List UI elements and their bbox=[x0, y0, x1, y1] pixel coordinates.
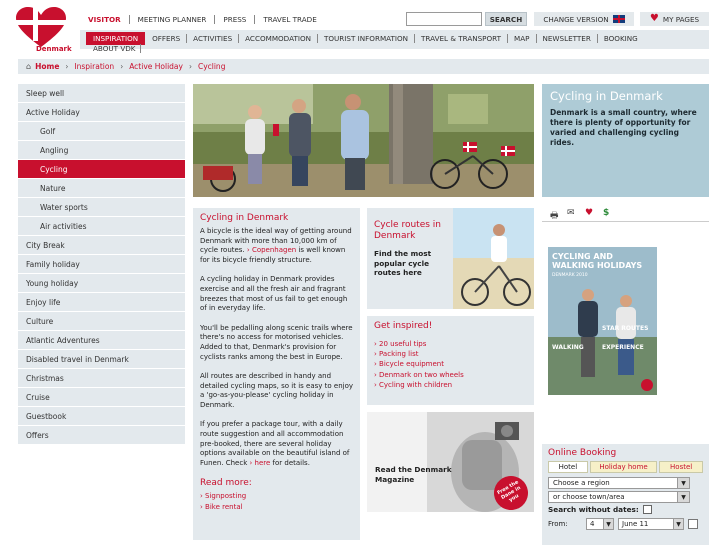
breadcrumb-active-holiday[interactable]: Active Holiday bbox=[129, 62, 183, 71]
search-input[interactable] bbox=[406, 12, 482, 26]
top-navigation bbox=[80, 11, 325, 27]
sidebar-item-air-activities[interactable]: Air activities bbox=[18, 217, 185, 236]
my-pages-label: MY PAGES bbox=[662, 14, 700, 24]
favorite-icon[interactable]: ♥ bbox=[585, 208, 594, 218]
sidebar-item-sleep-well[interactable]: Sleep well bbox=[18, 84, 185, 103]
breadcrumb: ⌂ Home › Inspiration › Active Holiday › Cycling bbox=[18, 59, 709, 74]
region-select[interactable]: Choose a region ▼ bbox=[548, 477, 690, 489]
brochure-line: EXPERIENCE bbox=[602, 344, 644, 351]
change-version-label: CHANGE VERSION bbox=[543, 14, 609, 24]
my-pages-button[interactable] bbox=[640, 12, 709, 26]
nav-offers[interactable]: OFFERS bbox=[146, 34, 187, 43]
sidebar-item-golf[interactable]: Golf bbox=[18, 122, 185, 141]
from-label: From: bbox=[548, 520, 568, 528]
hero-photo bbox=[193, 84, 534, 197]
nav-travel-transport[interactable]: TRAVEL & TRANSPORT bbox=[415, 34, 508, 43]
sidebar-item-city-break[interactable]: City Break bbox=[18, 236, 185, 255]
sidebar-item-angling[interactable]: Angling bbox=[18, 141, 185, 160]
article-panel bbox=[193, 208, 360, 540]
article-title: Cycling in Denmark bbox=[200, 213, 289, 223]
magazine-badge: Free the Dane in you bbox=[488, 470, 534, 512]
page-tools bbox=[542, 208, 709, 222]
tab-hostel[interactable]: Hostel bbox=[659, 461, 703, 473]
brochure-subtitle: DENMARK 2010 bbox=[552, 273, 588, 278]
sidebar-item-cycling[interactable]: Cycling bbox=[18, 160, 185, 179]
bike-rental-link[interactable]: › Bike rental bbox=[200, 503, 243, 512]
article-paragraph: A bicycle is the ideal way of getting around Denmark with more than 10,000 km of cycle routes. › Copenhagen is well known for its bicycle friendly structure. bbox=[200, 227, 352, 265]
booking-tabs bbox=[548, 461, 703, 473]
heart-icon: ♥ bbox=[649, 13, 659, 24]
brochure-title: CYCLING AND WALKING HOLIDAYS bbox=[552, 252, 643, 270]
uk-flag-icon bbox=[613, 15, 625, 23]
sidebar-item-culture[interactable]: Culture bbox=[18, 312, 185, 331]
brochure-line: STAR ROUTES bbox=[602, 325, 649, 332]
article-paragraph: A cycling holiday in Denmark provides exercise and all the fresh air and fragrant breezes that most of us fail to get enough of in everyday life. bbox=[200, 275, 348, 313]
package-tour-link[interactable]: › here bbox=[249, 459, 271, 468]
dropdown-arrow-icon: ▼ bbox=[673, 519, 683, 529]
booking-title: Online Booking bbox=[548, 448, 617, 458]
no-dates-label: Search without dates: bbox=[548, 505, 639, 514]
sidebar-item-family-holiday[interactable]: Family holiday bbox=[18, 255, 185, 274]
nav-map[interactable]: MAP bbox=[508, 34, 536, 43]
print-icon[interactable]: 🖶 bbox=[550, 211, 559, 221]
article-paragraph: All routes are described in handy and detailed cycling maps, so it is easy to enjoy a 'go-as-you-please' cycling holiday in Denmark. bbox=[200, 371, 353, 410]
search-button[interactable]: SEARCH bbox=[485, 12, 527, 26]
denmark-two-wheels-link[interactable]: › Denmark on two wheels bbox=[374, 370, 464, 379]
cycle-routes-teaser[interactable] bbox=[367, 208, 534, 309]
logo-wordmark: Denmark bbox=[36, 45, 72, 53]
signposting-link[interactable]: › Signposting bbox=[200, 492, 247, 501]
hero-title: Cycling in Denmark bbox=[550, 89, 663, 103]
nav-activities[interactable]: ACTIVITIES bbox=[187, 34, 239, 43]
dropdown-arrow-icon: ▼ bbox=[603, 519, 613, 529]
sidebar-item-offers[interactable]: Offers bbox=[18, 426, 185, 445]
home-icon: ⌂ bbox=[26, 62, 32, 71]
breadcrumb-inspiration[interactable]: Inspiration bbox=[74, 62, 115, 71]
sidebar-item-water-sports[interactable]: Water sports bbox=[18, 198, 185, 217]
sidebar-item-active-holiday[interactable]: Active Holiday bbox=[18, 103, 185, 122]
sidebar-item-enjoy-life[interactable]: Enjoy life bbox=[18, 293, 185, 312]
topnav-press[interactable]: PRESS bbox=[215, 15, 255, 24]
useful-tips-link[interactable]: › 20 useful tips bbox=[374, 340, 427, 348]
sidebar-item-atlantic-adventures[interactable]: Atlantic Adventures bbox=[18, 331, 185, 350]
from-month-select[interactable]: June 11 ▼ bbox=[618, 518, 684, 530]
nav-tourist-information[interactable]: TOURIST INFORMATION bbox=[318, 34, 415, 43]
hero-info-box bbox=[542, 84, 709, 197]
cycling-with-children-link[interactable]: › Cycling with children bbox=[374, 380, 453, 389]
nav-about-vdk[interactable]: ABOUT VDK bbox=[92, 44, 141, 53]
packing-list-link[interactable]: › Packing list bbox=[374, 350, 419, 359]
sidebar-item-cruise[interactable]: Cruise bbox=[18, 388, 185, 407]
topnav-travel-trade[interactable]: TRAVEL TRADE bbox=[263, 14, 317, 24]
sidebar-item-guestbook[interactable]: Guestbook bbox=[18, 407, 185, 426]
dropdown-arrow-icon: ▼ bbox=[677, 492, 689, 502]
get-inspired-box bbox=[367, 316, 534, 405]
change-version-button[interactable] bbox=[534, 12, 634, 26]
get-inspired-title: Get inspired! bbox=[374, 321, 433, 331]
nav-accommodation[interactable]: ACCOMMODATION bbox=[239, 34, 318, 43]
tab-hotel[interactable]: Hotel bbox=[548, 461, 588, 473]
topnav-meeting-planner[interactable]: MEETING PLANNER bbox=[130, 15, 216, 24]
email-icon[interactable]: ✉ bbox=[567, 208, 575, 218]
hero-text: Denmark is a small country, where there is plenty of opportunity for varied and challenging cycling rides. bbox=[550, 108, 697, 147]
currency-icon[interactable]: $ bbox=[603, 208, 610, 218]
online-booking-widget bbox=[542, 444, 709, 545]
sidebar-item-disabled-travel[interactable]: Disabled travel in Denmark bbox=[18, 350, 185, 369]
nav-inspiration[interactable]: INSPIRATION bbox=[86, 32, 145, 45]
dropdown-arrow-icon: ▼ bbox=[677, 478, 689, 488]
sidebar-item-young-holiday[interactable]: Young holiday bbox=[18, 274, 185, 293]
nav-newsletter[interactable]: NEWSLETTER bbox=[537, 34, 598, 43]
sidebar-item-nature[interactable]: Nature bbox=[18, 179, 185, 198]
cycle-routes-text: Find the most popular cycle routes here bbox=[374, 249, 432, 278]
brochure-cover[interactable] bbox=[548, 247, 657, 395]
heart-logo-icon bbox=[16, 7, 66, 49]
from-day-select[interactable]: 4 ▼ bbox=[586, 518, 614, 530]
calendar-icon[interactable] bbox=[688, 519, 698, 529]
bicycle-equipment-link[interactable]: › Bicycle equipment bbox=[374, 360, 444, 369]
magazine-teaser[interactable] bbox=[367, 412, 534, 512]
copenhagen-link[interactable]: › Copenhagen bbox=[246, 246, 297, 255]
cyclists-photo-image bbox=[193, 84, 534, 197]
read-more-title: Read more: bbox=[200, 478, 252, 489]
cycle-routes-title: Cycle routes in Denmark bbox=[374, 220, 441, 241]
article-paragraph: You'll be pedalling along scenic trails where there's no access for motorised vehicles. Added to that, Denmark's provision for cyclists ranks among the best in Europe. bbox=[200, 323, 353, 361]
sidebar-menu bbox=[18, 84, 185, 445]
breadcrumb-current: Cycling bbox=[197, 62, 226, 71]
breadcrumb-home[interactable]: Home bbox=[35, 62, 60, 71]
article-paragraph: If you prefer a package tour, with a daily route suggestion and all accommodation pre-booked, there are several holiday options available on the beautiful island of Funen. Check › here for details. bbox=[200, 420, 350, 468]
magazine-text: Read the Denmark Magazine bbox=[375, 465, 452, 484]
sidebar-item-christmas[interactable]: Christmas bbox=[18, 369, 185, 388]
town-select[interactable]: or choose town/area ▼ bbox=[548, 491, 690, 503]
nav-booking[interactable]: BOOKING bbox=[603, 34, 638, 43]
topnav-visitor[interactable]: VISITOR bbox=[80, 15, 130, 24]
brochure-line: WALKING bbox=[552, 344, 584, 351]
no-dates-checkbox[interactable] bbox=[643, 505, 652, 514]
tab-holiday-home[interactable]: Holiday home bbox=[590, 461, 658, 473]
main-navigation bbox=[80, 30, 709, 49]
